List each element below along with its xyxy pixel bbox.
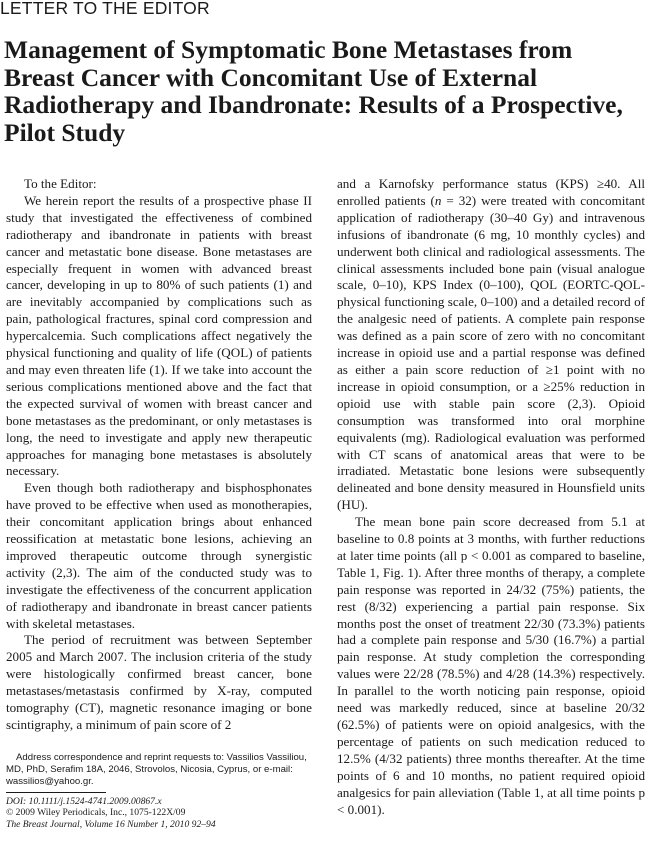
- copyright-line: © 2009 Wiley Periodicals, Inc., 1075-122X/09: [6, 807, 186, 819]
- body-paragraph: Even though both radiotherapy and bisphosphonates have proved to be effective when used as monotherapies, their concomitant application brings about enhanced reossification at metastatic bone lesions, achieving an improved therapeutic outcome through synergistic activity (2,3). The aim of the conducted study was to investigate the effectiveness of the concurrent application of radiotherapy and ibandronate in breast cancer patients with skeletal metastases.: [6, 480, 312, 631]
- doi: DOI: 10.1111/j.1524-4741.2009.00867.x: [6, 795, 162, 807]
- paragraph-text: = 32) were treated with concomitant application of radiotherapy (30–40 Gy) and intravenous infusions of ibandronate (6 mg, 10 monthly cycles) and underwent both clinical and radiological assessments. The clinical assessments included bone pain (visual analogue scale, 0–10), KPS Index (0–100), QOL (EORTC-QOL-physical functioning scale, 0–100) and a detailed record of the analgesic need of patients. A complete pain response was defined as a pain score of zero with no concomitant increase in opioid use and a partial response was defined as either a pain score reduction of ≥1 point with no increase in opioid consumption, or a ≥25% reduction in opioid use with stable pain score (2,3). Opioid consumption was transformed into oral morphine equivalents (mg). Radiological evaluation was performed with CT scans of anatomical areas that were to be irradiated. Metastatic bone lesions were subsequently delineated and bone density measured in Hounsfield units (HU).: [337, 192, 645, 513]
- body-paragraph: We herein report the results of a prospective phase II study that investigated the effectiveness of combined radiotherapy and ibandronate in patients with breast cancer and metastatic bone disease. Bone metastases are especially frequent in women with advanced breast cancer, developing in up to 80% of such patients (1) and are inevitably accompanied by complications such as pain, pathological fractures, spinal cord compression and hypercalcemia. Such complications affect negatively the physical functioning and quality of life (QOL) of patients and may even threaten life (1). If we take into account the serious complications mentioned above and the fact that the expected survival of women with breast cancer and bone metastases as the predominant, or only metastases is long, the need to investigate and apply new therapeutic approaches for managing bone metastases is absolutely necessary.: [6, 192, 312, 479]
- body-paragraph: [337, 176, 645, 514]
- footnote-rule: [6, 792, 106, 793]
- sample-size-symbol: n: [434, 192, 442, 208]
- right-column: [337, 176, 645, 818]
- paragraph-text: and a Karnofsky performance status (KPS) ≥40. All enrolled patients (: [337, 176, 645, 208]
- section-label: LETTER TO THE EDITOR: [0, 0, 210, 18]
- correspondence-footnote: Address correspondence and reprint requests to: Vassilios Vassiliou, MD, PhD, Serafim 18A, 2046, Strovolos, Nicosia, Cyprus, or e-mail: wassilios@yahoo.gr.: [6, 752, 307, 788]
- body-paragraph: The period of recruitment was between September 2005 and March 2007. The inclusion criteria of the study were histologically confirmed breast cancer, bone metastases/metastasis confirmed by X-ray, computed tomography (CT), magnetic resonance imaging or bone scintigraphy, a minimum of pain score of 2: [6, 632, 312, 732]
- journal-citation: The Breast Journal, Volume 16 Number 1, 2010 92–94: [6, 818, 216, 830]
- article-title: Management of Symptomatic Bone Metastases from Breast Cancer with Concomitant Use of External Radiotherapy and Ibandronate: Results of a Prospective, Pilot Study: [4, 35, 623, 147]
- salutation: To the Editor:: [24, 176, 97, 191]
- footnote-block: [6, 752, 312, 830]
- left-column: [6, 176, 312, 734]
- body-paragraph: The mean bone pain score decreased from 5.1 at baseline to 0.8 points at 3 months, with further reductions at later time points (all p < 0.001 as compared to baseline, Table 1, Fig. 1). After three months of therapy, a complete pain response was reported in 24/32 (75%) patients, the rest (8/32) experiencing a partial pain response. Six months post the onset of treatment 22/30 (73.3%) patients had a complete pain response and 5/30 (16.7%) a partial pain response. At study completion the corresponding values were 22/28 (78.5%) and 4/28 (14.3%) respectively. In parallel to the worth noticing pain response, opioid need was markedly reduced, since at baseline 20/32 (62.5%) of patients were on opioid analgesics, with the percentage of patients on such medication reduced to 12.5% (4/32 patients) three months thereafter. At the time points of 6 and 10 months, no patient required opioid analgesics for pain alleviation (Table 1, at all time points p < 0.001).: [337, 514, 645, 817]
